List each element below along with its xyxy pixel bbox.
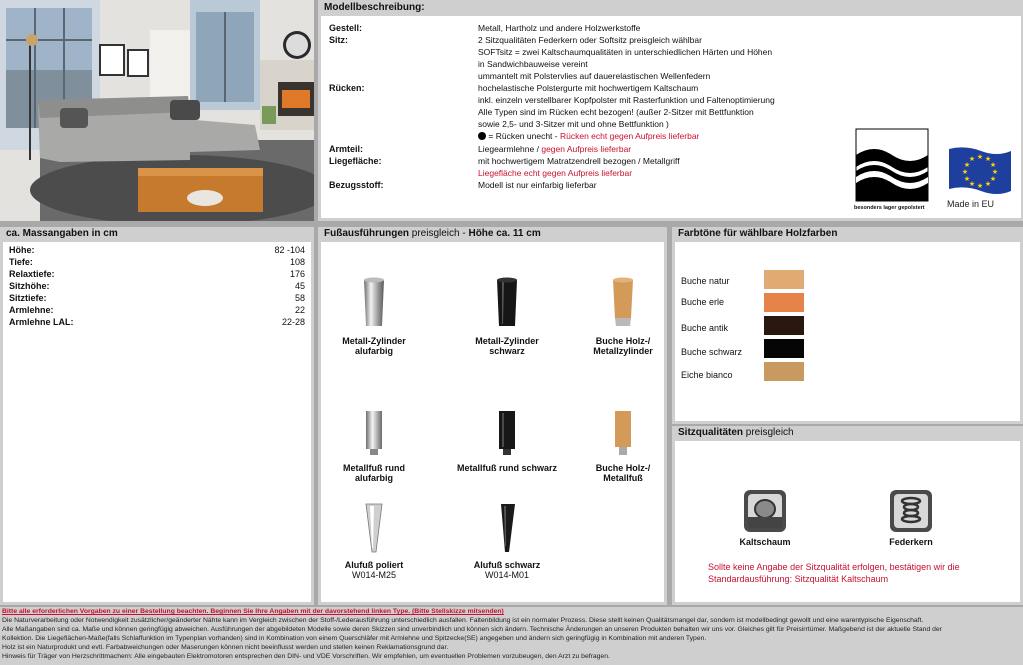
alu-foot-polished-icon <box>362 502 386 554</box>
foot-label: Metall-Zylinder alufarbig <box>342 336 406 356</box>
metal-foot-round-black-icon <box>495 409 519 457</box>
footer-line: Die Naturverarbeitung oder Notwendigkeit zusätzlicher/geänderter Nähte kann im Vergleich zwischen der Stoff-/Lederausführung unterschiedlich ausfallen. Faltenbildung ist ein normaler Prozess. Diese stellt keinen Qualitätsmangel dar, sondern ist modellbedingt gewollt und eine warentypische Eigenschaft. <box>2 617 924 624</box>
eu-flag-icon <box>945 145 1015 197</box>
seat-body <box>675 441 1020 602</box>
svg-text:★: ★ <box>961 168 969 176</box>
bezug-text: Modell ist nur einfarbig lieferbar <box>478 180 597 190</box>
footer-line: Kollektion. Die Liegeflächen-Maße(falls Schlaffunktion im Typenplan vorhanden) sind in Kombination von einem Querschläfer mit Armlehne und Spitzecke(SE) angegeben und ändern sich geringfügig in Kombination mit anderen Typen. <box>2 635 707 642</box>
foot-label: Metall-Zylinder schwarz <box>475 336 539 356</box>
feet-title <box>318 227 667 241</box>
colors-title: Farbtöne für wählbare Holzfarben <box>672 227 1023 241</box>
wave-logo-icon <box>854 127 930 203</box>
foot-option[interactable] <box>457 276 557 356</box>
alu-foot-black-icon <box>495 502 519 554</box>
dimension-label: Höhe: <box>9 245 35 255</box>
sitz-line: 2 Sitzqualitäten Federkern oder Softsitz preisgleich wählbar <box>478 35 702 45</box>
seat-option-label: Federkern <box>889 537 933 547</box>
foot-code: W014-M25 <box>351 570 396 580</box>
color-label: Buche schwarz <box>681 347 743 357</box>
color-label: Buche erle <box>681 297 725 307</box>
seat-notice-line: Sollte keine Angabe der Sitzqualität erfolgen, bestätigen wir die <box>708 562 960 572</box>
dimension-row <box>9 317 305 329</box>
footer-warning-paren: (Bitte Stellskizze mitsenden) <box>412 608 504 615</box>
gestell-label: Gestell: <box>329 23 363 33</box>
feet-panel <box>318 227 667 605</box>
beech-metal-cylinder-icon <box>611 276 635 330</box>
dimension-value: 108 <box>289 257 305 267</box>
svg-text:★: ★ <box>984 155 992 163</box>
dimensions-title: ca. Massangaben in cm <box>0 227 314 241</box>
feet-title-bold2: Höhe ca. 11 cm <box>468 228 541 239</box>
footer-warning-text: Bitte alle erforderlichen Vorgaben zu einer Bestellung beachten. Beginnen Sie Ihre Angaben mit der davorstehend linken Type. <box>2 608 411 615</box>
liege-text: mit hochwertigem Matratzendrell bezogen / Metallgriff <box>478 156 680 166</box>
dimension-value: 45 <box>294 281 305 291</box>
foot-option[interactable] <box>583 409 663 483</box>
ruecken-note <box>478 131 699 141</box>
color-swatch[interactable] <box>764 362 804 381</box>
colors-panel <box>672 227 1023 424</box>
metal-cylinder-black-icon <box>495 276 519 330</box>
color-label: Buche antik <box>681 323 729 333</box>
ruecken-line: hochelastische Polstergurte mit hochwertigem Kaltschaum <box>478 83 699 93</box>
black-dot-icon <box>478 132 486 140</box>
foot-label: Alufuß schwarz <box>473 560 541 570</box>
seat-notice-line: Standardausführung: Sitzqualität Kaltschaum <box>708 574 889 584</box>
seat-option-label: Kaltschaum <box>739 537 791 547</box>
liege-label: Liegefläche: <box>329 156 382 166</box>
svg-text:★: ★ <box>963 161 971 169</box>
foam-icon <box>743 489 787 533</box>
color-swatch[interactable] <box>764 293 804 312</box>
svg-text:★: ★ <box>989 161 997 169</box>
sitz-line: in Sandwichbauweise vereint <box>478 59 588 69</box>
svg-text:★: ★ <box>976 153 984 161</box>
sitz-line: ummantelt mit Polstervlies auf dauerelastischen Wellenfedern <box>478 71 711 81</box>
dimension-row <box>9 245 305 257</box>
liege-red: Liegefläche echt gegen Aufpreis lieferbar <box>478 168 633 178</box>
dimension-value: 22 <box>294 305 305 315</box>
dimension-value: 22-28 <box>281 317 305 327</box>
armteil-label: Armteil: <box>329 144 364 154</box>
svg-text:★: ★ <box>976 182 984 190</box>
footer-line: Alle Maßangaben sind ca. Maße und können geringfügig abweichen. Ausführungen der abgebildeten Modelle sowie deren Skizzen sind unverbindlich und können sich ändern. Technische Änderungen an unseren Produkten behalten wir uns vor. Gleiches gilt für Preisirrtümer. Maßgebend ist der aktuelle Stand der <box>2 626 942 633</box>
ruecken-line: sowie 2,5- und 3-Sitzer mit und ohne Bettfunktion ) <box>478 119 669 129</box>
color-swatch[interactable] <box>764 316 804 335</box>
gestell-text: Metall, Hartholz und andere Holzwerkstoffe <box>478 23 641 33</box>
foot-option[interactable] <box>324 276 424 356</box>
foot-label: Alufuß poliert <box>344 560 404 570</box>
armteil-text <box>478 144 631 154</box>
armteil-red: gegen Aufpreis lieferbar <box>541 144 632 154</box>
dimension-label: Sitztiefe: <box>9 293 47 303</box>
feet-body <box>321 242 664 602</box>
foot-label: Metallfuß rund alufarbig <box>343 463 405 483</box>
ruecken-line: inkl. einzeln verstellbarer Kopfpolster mit Rasterfunktion und Faltenoptimierung <box>478 95 775 105</box>
sofa-room-image <box>0 0 314 221</box>
ruecken-note-red: Rücken echt gegen Aufpreis lieferbar <box>559 131 700 141</box>
armteil-black: Liegearmlehne / <box>478 144 539 154</box>
ruecken-line: Alle Typen sind im Rücken echt bezogen! (außer 2-Sitzer mit Bettfunktion <box>478 107 754 117</box>
color-label: Eiche bianco <box>681 370 733 380</box>
seat-title-normal: preisgleich <box>743 427 794 438</box>
dimension-value: 82 -104 <box>274 245 305 255</box>
beech-metal-foot-icon <box>611 409 635 457</box>
svg-text:★: ★ <box>991 168 999 176</box>
foot-option[interactable] <box>583 276 663 356</box>
dimension-label: Relaxtiefe: <box>9 269 55 279</box>
svg-text:★: ★ <box>989 175 997 183</box>
color-label: Buche natur <box>681 276 730 286</box>
foot-label: Metallfuß rund schwarz <box>457 463 558 473</box>
svg-text:★: ★ <box>968 155 976 163</box>
eu-logo <box>945 145 1015 215</box>
color-swatch[interactable] <box>764 270 804 289</box>
metal-foot-round-alu-icon <box>362 409 386 457</box>
dimension-value: 58 <box>294 293 305 303</box>
description-body <box>321 16 1021 218</box>
foot-option[interactable] <box>457 502 557 580</box>
dimension-row <box>9 269 305 281</box>
dimension-row <box>9 305 305 317</box>
color-swatch[interactable] <box>764 339 804 358</box>
dimension-label: Sitzhöhe: <box>9 281 50 291</box>
ruecken-note-black: = Rücken unecht - <box>488 131 558 141</box>
footer-panel <box>0 607 1023 665</box>
foot-code: W014-M01 <box>484 570 529 580</box>
upholstery-caption: besonders lager gepolstert <box>854 205 925 211</box>
eu-caption: Made in EU <box>947 199 995 209</box>
spring-icon <box>889 489 933 533</box>
seat-option-kaltschaum[interactable] <box>725 489 805 547</box>
seat-title <box>672 426 1023 440</box>
svg-text:★: ★ <box>984 180 992 188</box>
dimension-row <box>9 293 305 305</box>
bezug-label: Bezugsstoff: <box>329 180 384 190</box>
colors-body <box>675 242 1020 421</box>
feet-title-normal: preisgleich - <box>409 228 469 239</box>
seat-panel <box>672 426 1023 605</box>
sitz-label: Sitz: <box>329 35 348 45</box>
svg-text:★: ★ <box>963 175 971 183</box>
sitz-line: SOFTsitz = zwei Kaltschaumqualitäten in unterschiedlichen Härten und Höhen <box>478 47 773 57</box>
seat-option-federkern[interactable] <box>871 489 951 547</box>
dimensions-panel <box>0 227 314 605</box>
description-title: Modellbeschreibung: <box>318 0 1023 15</box>
dimension-value: 176 <box>289 269 305 279</box>
dimension-label: Armlehne: <box>9 305 54 315</box>
foot-option[interactable] <box>457 409 557 473</box>
foot-label: Buche Holz-/ Metallfuß <box>595 463 651 483</box>
ruecken-label: Rücken: <box>329 83 365 93</box>
seat-title-bold: Sitzqualitäten <box>678 427 744 438</box>
svg-text:★: ★ <box>968 180 976 188</box>
dimension-label: Tiefe: <box>9 257 33 267</box>
foot-option[interactable] <box>324 502 424 580</box>
dimensions-body <box>3 242 311 602</box>
footer-warning <box>2 607 504 616</box>
dimension-row <box>9 281 305 293</box>
metal-cylinder-alu-icon <box>362 276 386 330</box>
footer-line: Holz ist ein Naturprodukt und evtl. Farbabweichungen oder Maserungen können nicht beeinflusst werden und stellen keinen Reklamationsgrund dar. <box>2 644 449 651</box>
product-photo <box>0 0 314 221</box>
dimension-label: Armlehne LAL: <box>9 317 74 327</box>
description-panel <box>318 0 1023 221</box>
foot-label: Buche Holz-/ Metallzylinder <box>593 336 653 356</box>
feet-title-bold: Fußausführungen <box>324 228 409 239</box>
upholstery-logo <box>854 127 930 215</box>
footer-line: Hinweis für Träger von Herzschrittmachern: Alle eingebauten Elektromotoren entsprechen den DIN- und VDE Vorschriften. Wir empfehlen, um eventuellen Problemen vorzubeugen, den Arzt zu befragen. <box>2 653 610 660</box>
dimension-row <box>9 257 305 269</box>
foot-option[interactable] <box>324 409 424 483</box>
